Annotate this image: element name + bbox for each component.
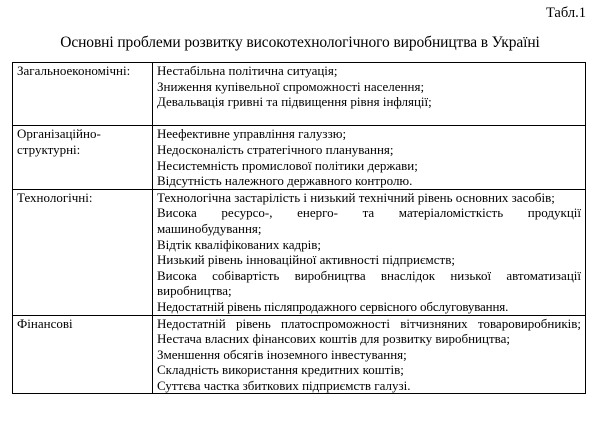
table-row — [13, 63, 586, 126]
list-item: Зниження купівельної спроможності населення; — [157, 78, 425, 94]
table-row — [13, 126, 586, 189]
items-cell — [153, 315, 586, 394]
list-item: Складність використання кредитних коштів; — [157, 362, 404, 378]
table-number: Табл.1 — [545, 5, 586, 21]
table-row — [13, 189, 586, 315]
list-item: Нестабільна політична ситуація; — [157, 63, 338, 78]
list-item: Девальвація гривні та підвищення рівня інфляції; — [157, 94, 432, 110]
list-item: Несистемність промислової політики держави; — [157, 157, 418, 173]
items-cell — [153, 63, 586, 126]
category-cell: Організаційно-структурні: — [13, 126, 153, 189]
items-cell — [153, 126, 586, 189]
list-item: Недостатній рівень платоспроможності вітчизняних товаровиробників; Нестача власних фінансових коштів для розвитку виробництва; — [157, 315, 581, 347]
list-item: Неефективне управління галуззю; — [157, 126, 347, 142]
document-title: Основні проблеми розвитку високотехнологічного виробництва в Україні — [60, 34, 540, 51]
list-item: Висока собівартість виробництва внаслідок низької автоматизації виробництва; — [157, 267, 581, 299]
list-item: Недосконаліcть стратегічного планування; — [157, 141, 394, 157]
problems-table — [12, 62, 586, 394]
items-cell — [153, 189, 586, 315]
table-row — [13, 315, 586, 394]
list-item: Зменшення обсягів іноземного інвестування; — [157, 346, 407, 362]
category-cell: Загальноекономічні: — [13, 63, 153, 126]
list-item: Суттєва частка збиткових підприємств галузі. — [157, 377, 411, 393]
list-item: Недостатній рівень післяпродажного сервісного обслуговування. — [157, 298, 509, 314]
list-item: Висока ресурсо-, енерго- та матеріаломісткість продукції машинобудування; — [157, 205, 581, 236]
category-cell: Фінансові — [13, 315, 153, 394]
category-cell: Технологічні: — [13, 189, 153, 315]
list-item — [157, 110, 581, 126]
list-item: Відтік кваліфікованих кадрів; — [157, 236, 321, 252]
list-item: Технологічна застарілість і низький технічний рівень основних засобів; — [157, 189, 555, 205]
list-item: Низький рівень інноваційної активності підприємств; — [157, 252, 455, 268]
list-item: Відсутність належного державного контролю. — [157, 173, 413, 189]
